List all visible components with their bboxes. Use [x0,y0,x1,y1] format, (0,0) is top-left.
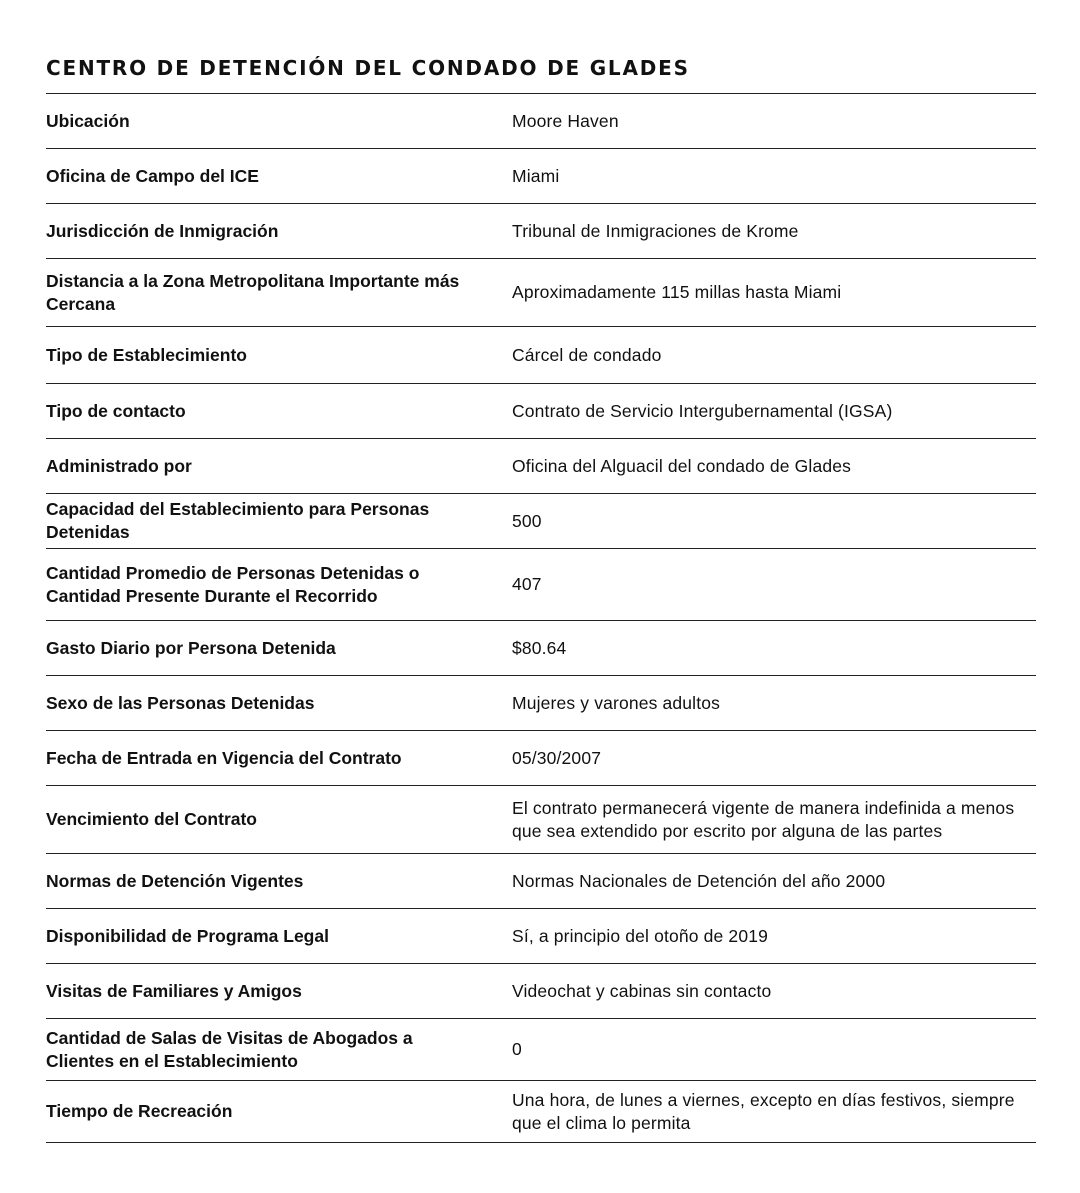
row-value: Sí, a principio del otoño de 2019 [512,925,768,946]
table-row [46,676,1036,731]
row-label: Administrado por [46,455,192,476]
row-value: 0 [512,1039,522,1059]
table-row [46,149,1036,204]
row-value: Una hora, de lunes a viernes, excepto en días festivos, siempre que el clima lo permita [512,1089,1015,1133]
table-row [46,439,1036,494]
row-value: Normas Nacionales de Detención del año 2000 [512,870,886,891]
row-value: Miami [512,165,560,186]
table-row [46,1081,1036,1143]
table-row [46,494,1036,549]
row-value: $80.64 [512,637,567,658]
table-row [46,204,1036,259]
row-label: Fecha de Entrada en Vigencia del Contrato [46,747,402,768]
facility-info-table [46,93,1036,1143]
table-row [46,384,1036,439]
row-label: Tipo de contacto [46,400,186,421]
table-row [46,909,1036,964]
row-value: Mujeres y varones adultos [512,692,721,713]
row-label: Tipo de Establecimiento [46,344,247,365]
row-value: Tribunal de Inmigraciones de Krome [512,220,799,241]
row-label: Ubicación [46,110,130,131]
row-label: Cantidad Promedio de Personas Detenidas o Cantidad Presente Durante el Recorrido [46,562,420,606]
row-value: Contrato de Servicio Intergubernamental (IGSA) [512,400,893,421]
table-row [46,1019,1036,1081]
row-label: Disponibilidad de Programa Legal [46,925,329,946]
table-row [46,549,1036,621]
row-value: Aproximadamente 115 millas hasta Miami [512,282,842,302]
row-label: Tiempo de Recreación [46,1101,233,1121]
row-label: Normas de Detención Vigentes [46,870,304,891]
row-label: Gasto Diario por Persona Detenida [46,637,336,658]
table-row [46,964,1036,1019]
row-value: Oficina del Alguacil del condado de Glades [512,455,852,476]
row-value: Videochat y cabinas sin contacto [512,980,772,1001]
row-value: 500 [512,510,542,531]
row-label: Capacidad del Establecimiento para Personas Detenidas [46,499,430,542]
row-label: Jurisdicción de Inmigración [46,220,279,241]
table-row [46,621,1036,676]
table-row [46,327,1036,384]
row-value: 05/30/2007 [512,747,602,768]
table-row [46,94,1036,149]
table-row [46,786,1036,854]
table-row [46,259,1036,327]
row-value: 407 [512,574,542,594]
row-value: Cárcel de condado [512,344,662,365]
row-label: Cantidad de Salas de Visitas de Abogados a Clientes en el Establecimiento [46,1027,413,1071]
row-label: Distancia a la Zona Metropolitana Importante más Cercana [46,270,460,314]
page-title: CENTRO DE DETENCIÓN DEL CONDADO DE GLADES [46,56,690,80]
row-label: Vencimiento del Contrato [46,809,257,829]
row-label: Oficina de Campo del ICE [46,165,259,186]
row-value: Moore Haven [512,110,619,131]
table-row [46,854,1036,909]
table-row [46,731,1036,786]
row-label: Sexo de las Personas Detenidas [46,692,315,713]
row-label: Visitas de Familiares y Amigos [46,980,302,1001]
row-value: El contrato permanecerá vigente de manera indefinida a menos que sea extendido por escrito por alguna de las partes [512,797,1015,841]
